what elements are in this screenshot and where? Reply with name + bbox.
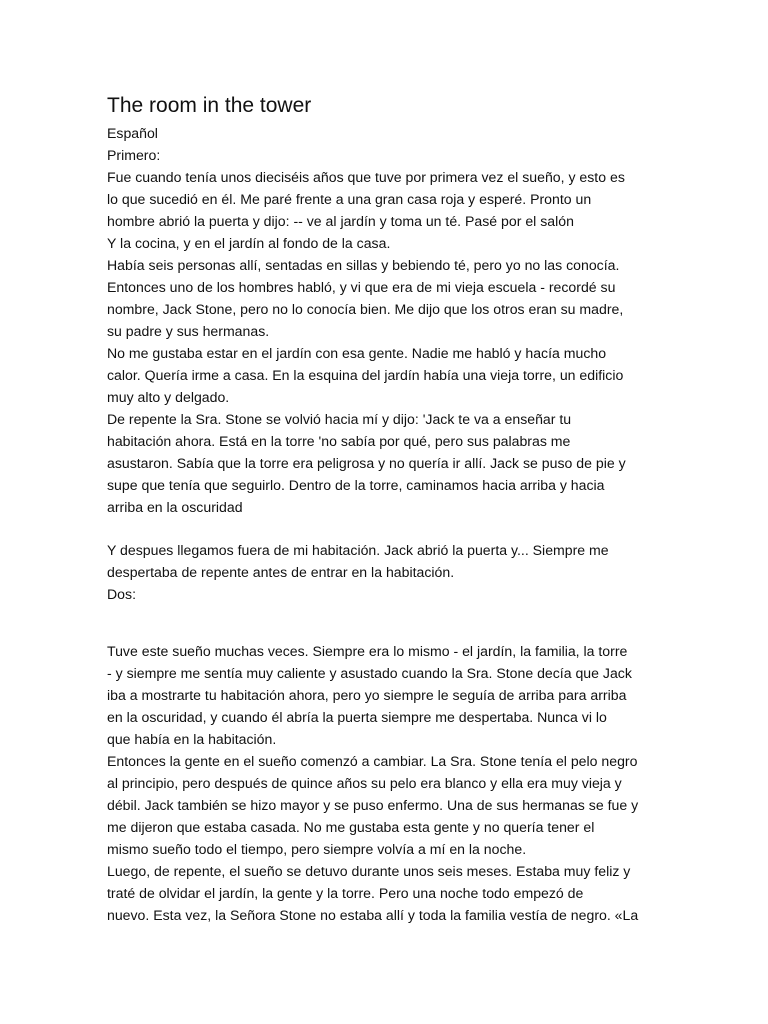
text-line: despertaba de repente antes de entrar en la habitación. (107, 564, 455, 580)
text-line: en la oscuridad, y cuando él abría la puerta siempre me despertaba. Nunca vi lo (107, 709, 607, 725)
text-line: Había seis personas allí, sentadas en sillas y bebiendo té, pero yo no las conocía. (107, 257, 620, 273)
text-line: - y siempre me sentía muy caliente y asustado cuando la Sra. Stone decía que Jack (107, 665, 632, 681)
text-line: Entonces uno de los hombres habló, y vi que era de mi vieja escuela - recordé su (107, 279, 616, 295)
text-line: Español (107, 125, 158, 141)
text-line: Primero: (107, 147, 161, 163)
text-line: su padre y sus hermanas. (107, 323, 270, 339)
text-line: habitación ahora. Está en la torre 'no sabía por qué, pero sus palabras me (107, 433, 571, 449)
text-line: Tuve este sueño muchas veces. Siempre era lo mismo - el jardín, la familia, la torre (107, 643, 628, 659)
text-line: nuevo. Esta vez, la Señora Stone no estaba allí y toda la familia vestía de negro. «La (107, 907, 639, 923)
text-line: mismo sueño todo el tiempo, pero siempre volvía a mí en la noche. (107, 841, 527, 857)
text-line: Dos: (107, 586, 136, 602)
text-line: nombre, Jack Stone, pero no lo conocía bien. Me dijo que los otros eran su madre, (107, 301, 624, 317)
text-line: que había en la habitación. (107, 731, 277, 747)
text-line: iba a mostrarte tu habitación ahora, pero yo siempre le seguía de arriba para arriba (107, 687, 627, 703)
text-line: lo que sucedió en él. Me paré frente a una gran casa roja y esperé. Pronto un (107, 191, 592, 207)
text-line: Y la cocina, y en el jardín al fondo de la casa. (107, 235, 391, 251)
text-line: Entonces la gente en el sueño comenzó a cambiar. La Sra. Stone tenía el pelo negro (107, 753, 638, 769)
text-line: muy alto y delgado. (107, 389, 230, 405)
text-line: hombre abrió la puerta y dijo: -- ve al jardín y toma un té. Pasé por el salón (107, 213, 574, 229)
text-line: No me gustaba estar en el jardín con esa gente. Nadie me habló y hacía mucho (107, 345, 607, 361)
text-line: me dijeron que estaba casada. No me gustaba esta gente y no quería tener el (107, 819, 595, 835)
text-line: supe que tenía que seguirlo. Dentro de la torre, caminamos hacia arriba y hacia (107, 477, 605, 493)
text-line: Luego, de repente, el sueño se detuvo durante unos seis meses. Estaba muy feliz y (107, 863, 631, 879)
text-line: De repente la Sra. Stone se volvió hacia mí y dijo: 'Jack te va a enseñar tu (107, 411, 572, 427)
text-line: arriba en la oscuridad (107, 499, 243, 515)
text-line: traté de olvidar el jardín, la gente y la torre. Pero una noche todo empezó de (107, 885, 584, 901)
text-line: al principio, pero después de quince años su pelo era blanco y ella era muy vieja y (107, 775, 622, 791)
text-line: asustaron. Sabía que la torre era peligrosa y no quería ir allí. Jack se puso de pie y (107, 455, 626, 471)
text-line: Y despues llegamos fuera de mi habitación. Jack abrió la puerta y... Siempre me (107, 542, 609, 558)
text-line: Fue cuando tenía unos dieciséis años que tuve por primera vez el sueño, y esto es (107, 169, 625, 185)
document-title: The room in the tower (107, 94, 312, 117)
text-line: calor. Quería irme a casa. En la esquina del jardín había una vieja torre, un edificio (107, 367, 624, 383)
text-line: débil. Jack también se hizo mayor y se puso enfermo. Una de sus hermanas se fue y (107, 797, 639, 813)
